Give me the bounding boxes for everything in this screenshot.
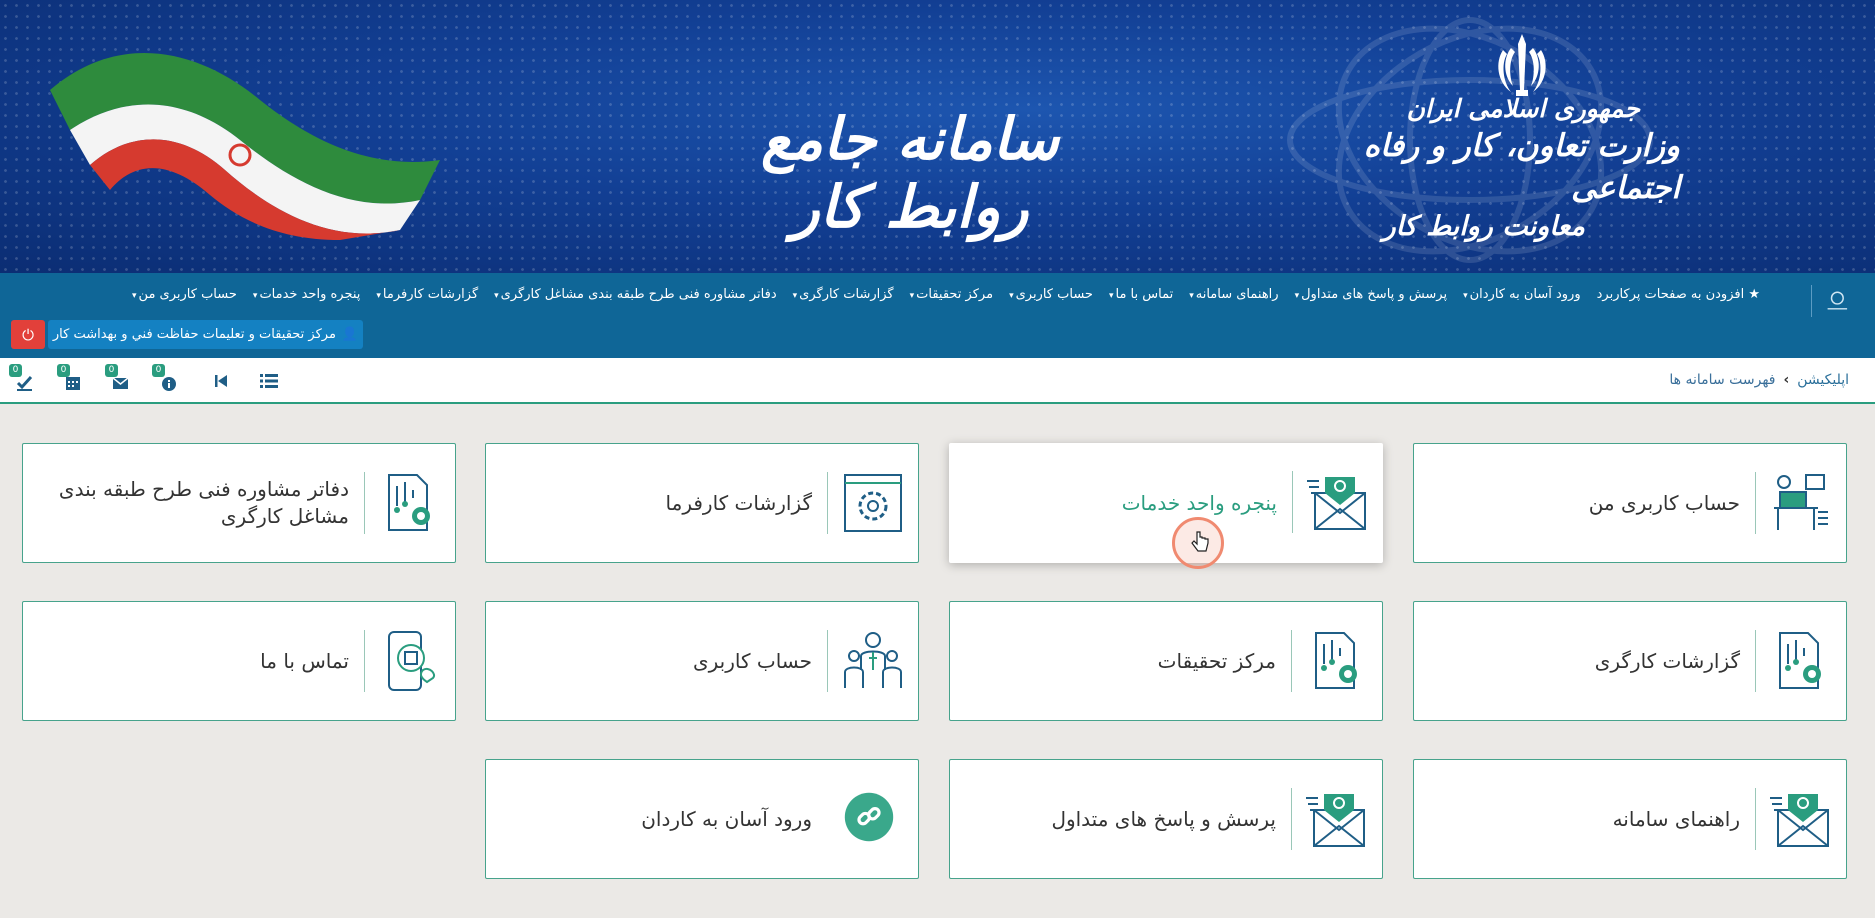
ministry-name (1340, 92, 1680, 246)
caret-down-icon: ▾ (1463, 291, 1468, 301)
emblem-icon (1495, 30, 1549, 100)
nav-item-11[interactable] (1597, 287, 1760, 302)
power-icon: ⏻ (22, 325, 34, 344)
toolbar (0, 358, 1875, 404)
card-label: مرکز تحقیقات (1157, 648, 1276, 673)
card-contact-us[interactable] (22, 601, 456, 721)
tasks-count-badge: 0 (9, 364, 22, 377)
ministry-line-3: معاونت روابط کار (1382, 211, 1585, 243)
nav-item-label: حساب کاربری (1015, 287, 1093, 302)
iran-flag-image (40, 20, 460, 240)
caret-down-icon: ▾ (132, 291, 137, 301)
card-label: پرسش و پاسخ های متداول (1051, 806, 1276, 831)
ministry-line-1: جمهوری اسلامی ایران (1406, 94, 1640, 123)
card-label: پنجره واحد خدمات (1121, 490, 1277, 515)
nav-item-9[interactable] (1295, 287, 1448, 302)
ministry-line-2: وزارت تعاون، کار و رفاه اجتماعی (1363, 127, 1680, 206)
mail-count-badge: 0 (105, 364, 118, 377)
nav-item-label: دفاتر مشاوره فنی طرح طبقه بندی مشاغل کارگری (500, 287, 777, 302)
card-consulting-offices[interactable] (22, 443, 456, 563)
nav-item-label: ورود آسان به کاردان (1469, 287, 1581, 302)
nav-item-6[interactable] (1009, 287, 1093, 302)
nav-logo-icon[interactable] (1811, 285, 1851, 317)
first-page-icon[interactable] (210, 370, 234, 392)
caret-down-icon: ▾ (792, 291, 798, 301)
card-user-account[interactable] (485, 601, 919, 721)
nav-menu (132, 287, 1760, 302)
card-research-center[interactable] (949, 601, 1383, 721)
breadcrumb-current[interactable]: فهرست سامانه ها (1669, 372, 1776, 388)
caret-down-icon: ▾ (494, 291, 499, 301)
nav-item-label: حساب کاربری من (138, 287, 237, 302)
caret-down-icon: ▾ (1108, 291, 1114, 301)
card-label: ورود آسان به کاردان (641, 806, 812, 831)
card-label: گزارشات کارفرما (665, 490, 812, 515)
phone-icon (379, 630, 441, 692)
document-gear-icon (1306, 630, 1368, 692)
card-my-account[interactable] (1413, 443, 1847, 563)
nav-item-8[interactable] (1189, 287, 1278, 302)
card-label: گزارشات کارگری (1594, 648, 1740, 673)
caret-down-icon: ▾ (909, 291, 915, 301)
nav-item-label: راهنمای سامانه (1195, 287, 1279, 302)
calendar-notification-icon[interactable] (60, 365, 84, 392)
card-label: حساب کاربری من (1588, 490, 1740, 515)
card-label: تماس با ما (260, 648, 349, 673)
nav-item-2[interactable] (376, 287, 478, 302)
card-employer-reports[interactable] (485, 443, 919, 563)
card-faq[interactable] (949, 759, 1383, 879)
breadcrumb-separator: › (1783, 372, 1790, 388)
calendar-count-badge: 0 (57, 364, 70, 377)
caret-down-icon: ▾ (1294, 291, 1300, 301)
gear-window-icon (842, 472, 904, 534)
app-title: سامانه جامع روابط کار (761, 105, 1059, 241)
card-worker-reports[interactable] (1413, 601, 1847, 721)
nav-item-5[interactable] (910, 287, 993, 302)
envelope-gear-icon (1770, 788, 1832, 850)
card-easy-login[interactable] (485, 759, 919, 879)
breadcrumb (1669, 372, 1849, 388)
nav-item-label: ★ افزودن به صفحات پرکاربرد (1596, 287, 1760, 302)
user-icon: 👤 (341, 327, 359, 342)
users-icon (842, 630, 904, 692)
nav-item-3[interactable] (494, 287, 776, 302)
click-cursor-indicator (1172, 517, 1224, 569)
caret-down-icon: ▾ (376, 291, 381, 301)
nav-item-0[interactable] (132, 287, 237, 302)
header-banner (0, 0, 1875, 273)
list-view-icon[interactable] (258, 370, 282, 392)
info-notification-icon[interactable] (155, 365, 179, 392)
nav-item-10[interactable] (1463, 287, 1581, 302)
nav-item-label: مرکز تحقیقات (916, 287, 994, 302)
nav-item-label: پنجره واحد خدمات (259, 287, 361, 302)
document-gear-icon (379, 472, 441, 534)
caret-down-icon: ▾ (1009, 291, 1014, 301)
nav-item-label: تماس با ما (1115, 287, 1174, 302)
main-nav (0, 273, 1875, 358)
nav-item-1[interactable] (253, 287, 360, 302)
nav-item-label: گزارشات کارگری (799, 287, 894, 302)
card-label: حساب کاربری (692, 648, 812, 673)
user-org-button[interactable] (48, 320, 363, 349)
card-system-guide[interactable] (1413, 759, 1847, 879)
mail-notification-icon[interactable] (108, 365, 132, 392)
nav-item-4[interactable] (793, 287, 894, 302)
envelope-gear-icon (1307, 471, 1369, 533)
desk-icon (1770, 472, 1832, 534)
logout-button[interactable] (11, 320, 45, 349)
user-org-label: مرکز تحقیقات و تعلیمات حفاظت فني و بهداشت کار (52, 327, 336, 342)
breadcrumb-home[interactable]: اپلیکیشن (1797, 372, 1849, 388)
link-circle-icon (844, 792, 906, 854)
nav-item-label: گزارشات کارفرما (382, 287, 479, 302)
nav-item-7[interactable] (1109, 287, 1173, 302)
nav-item-label: پرسش و پاسخ های متداول (1301, 287, 1448, 302)
caret-down-icon: ▾ (252, 291, 258, 301)
info-count-badge: 0 (152, 364, 165, 377)
card-label: راهنمای سامانه (1612, 806, 1740, 831)
card-label: دفاتر مشاوره فنی طرح طبقه بندی مشاغل کارگری (58, 477, 349, 528)
caret-down-icon: ▾ (1189, 291, 1194, 301)
card-single-window[interactable] (949, 443, 1383, 563)
envelope-gear-icon (1306, 788, 1368, 850)
document-gear-icon (1770, 630, 1832, 692)
tasks-notification-icon[interactable] (12, 365, 36, 392)
